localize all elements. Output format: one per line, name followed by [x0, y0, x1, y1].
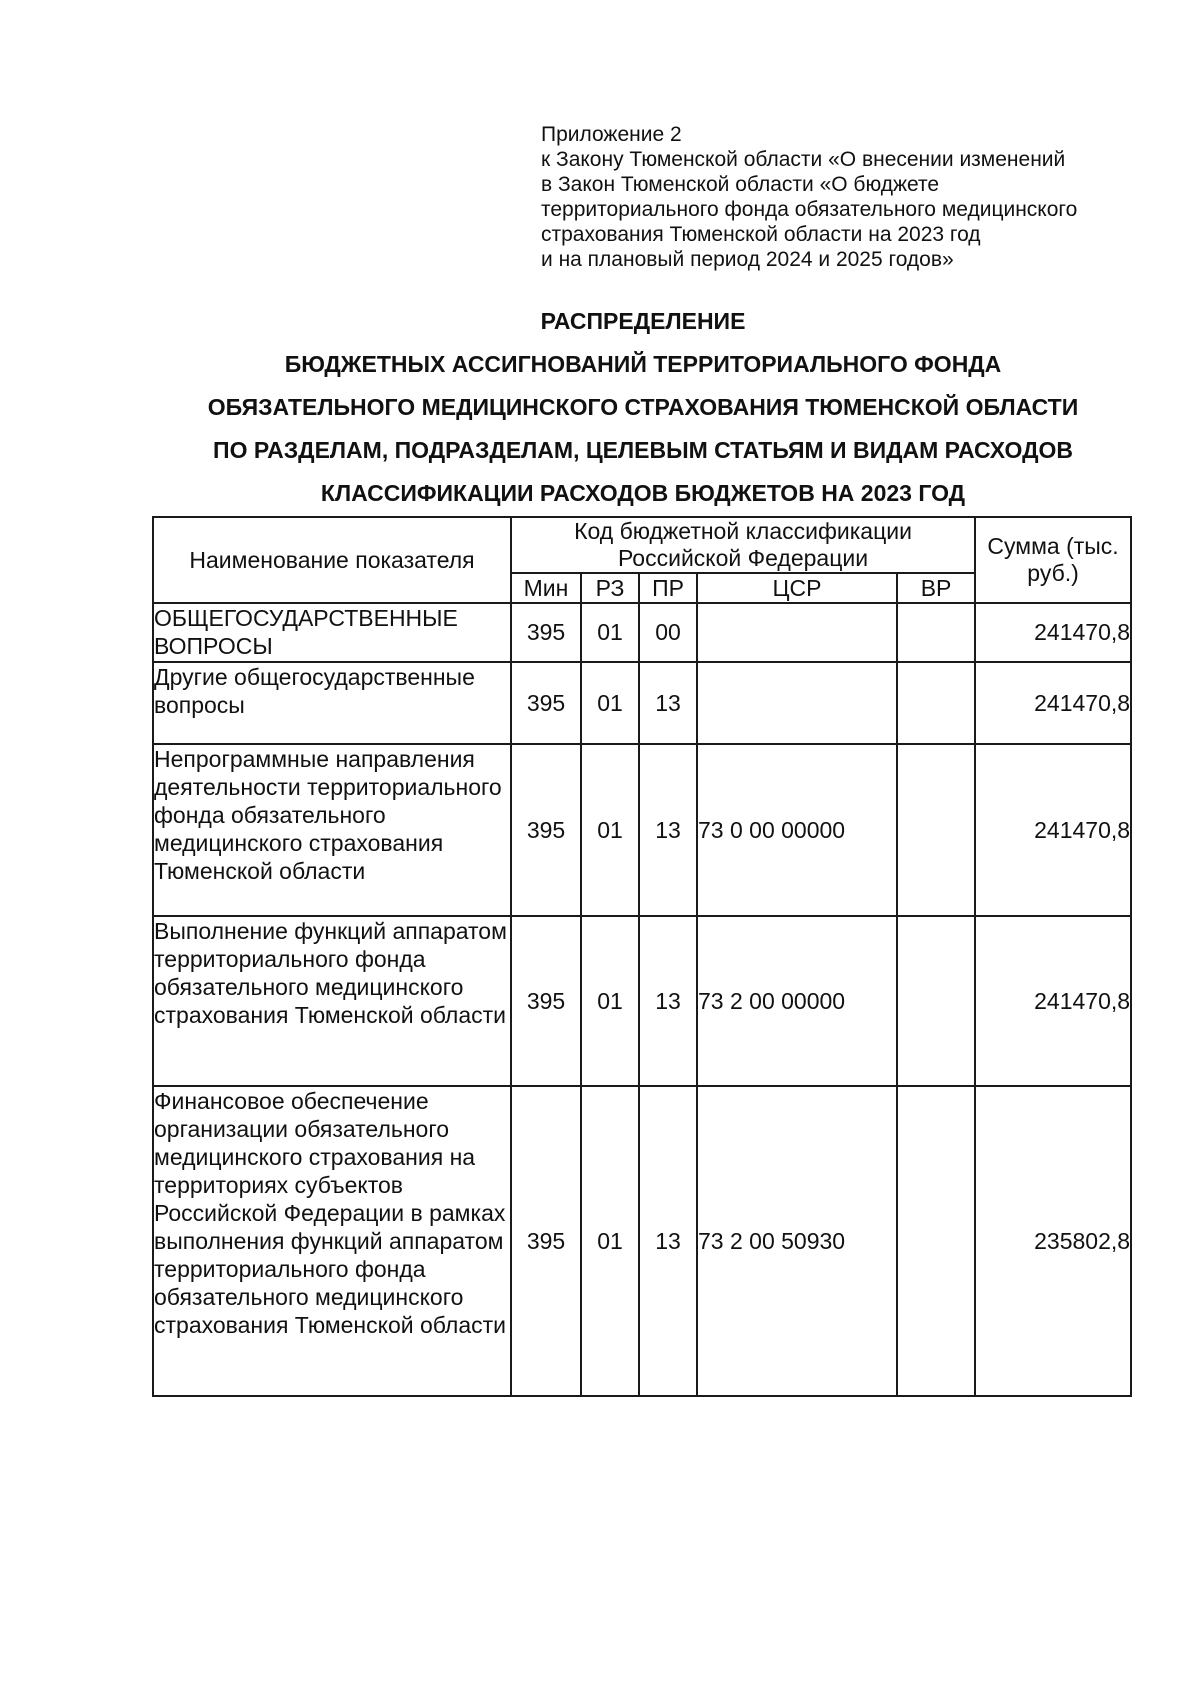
row-pr: 13 — [639, 1086, 697, 1396]
appendix-reference — [541, 122, 1161, 272]
table-row — [153, 603, 1131, 662]
row-min: 395 — [511, 744, 581, 916]
row-sum: 241470,8 — [975, 662, 1131, 744]
header-sum: Сумма (тыс. руб.) — [975, 517, 1131, 603]
header-vr: ВР — [897, 573, 975, 603]
title-line: РАСПРЕДЕЛЕНИЕ — [540, 308, 746, 334]
row-rz: 01 — [581, 744, 639, 916]
row-sum: 241470,8 — [975, 744, 1131, 916]
title-line: БЮДЖЕТНЫХ АССИГНОВАНИЙ ТЕРРИТОРИАЛЬНОГО ФОНДА — [284, 351, 1002, 377]
row-name: Финансовое обеспечение организации обязательного медицинского страхования на территориях субъектов Российской Федерации в рамках выполнения функций аппаратом территориального фонда обязательного медицинского страхования Тюменской области — [153, 1086, 511, 1396]
row-min: 395 — [511, 662, 581, 744]
table-row — [153, 916, 1131, 1086]
row-name: Другие общегосударственные вопросы — [153, 662, 511, 744]
row-name: ОБЩЕГОСУДАРСТВЕННЫЕ ВОПРОСЫ — [153, 603, 511, 662]
header-code-group: Код бюджетной классификации Российской Федерации — [511, 517, 975, 573]
row-csr: 73 2 00 50930 — [697, 1086, 897, 1396]
row-min: 395 — [511, 603, 581, 662]
table-row — [153, 1086, 1131, 1396]
row-vr — [897, 1086, 975, 1396]
row-sum: 235802,8 — [975, 1086, 1131, 1396]
title-line: КЛАССИФИКАЦИИ РАСХОДОВ БЮДЖЕТОВ НА 2023 ГОД — [320, 480, 966, 506]
row-name: Непрограммные направления деятельности территориального фонда обязательного медицинского страхования Тюменской области — [153, 744, 511, 916]
header-pr: ПР — [639, 573, 697, 603]
row-pr: 13 — [639, 744, 697, 916]
row-csr: 73 0 00 00000 — [697, 744, 897, 916]
appendix-line: Приложение 2 — [541, 123, 682, 146]
table-row — [153, 662, 1131, 744]
row-sum: 241470,8 — [975, 603, 1131, 662]
row-vr — [897, 603, 975, 662]
row-pr: 13 — [639, 916, 697, 1086]
row-vr — [897, 916, 975, 1086]
appendix-line: к Закону Тюменской области «О внесении изменений — [541, 148, 1066, 171]
row-csr — [697, 662, 897, 744]
row-rz: 01 — [581, 662, 639, 744]
header-csr: ЦСР — [697, 573, 897, 603]
row-pr: 00 — [639, 603, 697, 662]
row-csr: 73 2 00 00000 — [697, 916, 897, 1086]
row-pr: 13 — [639, 662, 697, 744]
row-rz: 01 — [581, 1086, 639, 1396]
document-title — [120, 300, 1166, 515]
row-rz: 01 — [581, 916, 639, 1086]
header-rz: РЗ — [581, 573, 639, 603]
header-name: Наименование показателя — [153, 517, 511, 603]
header-min: Мин — [511, 573, 581, 603]
budget-table — [152, 516, 1132, 1397]
appendix-line: страхования Тюменской области на 2023 год — [541, 223, 981, 246]
row-name: Выполнение функций аппаратом территориального фонда обязательного медицинского страхования Тюменской области — [153, 916, 511, 1086]
row-min: 395 — [511, 916, 581, 1086]
title-line: ПО РАЗДЕЛАМ, ПОДРАЗДЕЛАМ, ЦЕЛЕВЫМ СТАТЬЯМ И ВИДАМ РАСХОДОВ — [213, 437, 1073, 463]
title-line: ОБЯЗАТЕЛЬНОГО МЕДИЦИНСКОГО СТРАХОВАНИЯ ТЮМЕНСКОЙ ОБЛАСТИ — [207, 394, 1079, 420]
row-vr — [897, 744, 975, 916]
appendix-line: и на плановый период 2024 и 2025 годов» — [541, 248, 954, 271]
row-sum: 241470,8 — [975, 916, 1131, 1086]
row-vr — [897, 662, 975, 744]
appendix-line: территориального фонда обязательного медицинского — [541, 198, 1078, 221]
row-min: 395 — [511, 1086, 581, 1396]
appendix-line: в Закон Тюменской области «О бюджете — [541, 173, 940, 196]
table-row — [153, 744, 1131, 916]
row-csr — [697, 603, 897, 662]
row-rz: 01 — [581, 603, 639, 662]
